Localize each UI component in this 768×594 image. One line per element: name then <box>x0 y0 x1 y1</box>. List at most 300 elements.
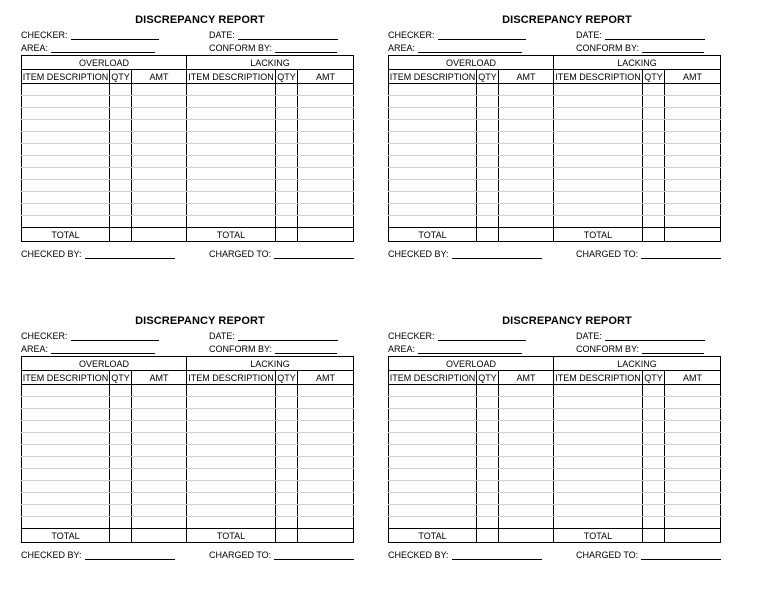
overload-total-amt-cell[interactable] <box>499 228 554 242</box>
lacking-qty-cell[interactable] <box>276 505 298 517</box>
lacking-total-amt-cell[interactable] <box>298 228 354 242</box>
overload-amt-cell[interactable] <box>499 517 554 529</box>
lacking-amt-cell[interactable] <box>665 457 721 469</box>
lacking-total-qty-cell[interactable] <box>643 529 665 543</box>
lacking-item-cell[interactable] <box>554 517 643 529</box>
overload-total-amt-cell[interactable] <box>132 228 187 242</box>
lacking-amt-cell[interactable] <box>665 180 721 192</box>
overload-qty-cell[interactable] <box>110 505 132 517</box>
lacking-qty-cell[interactable] <box>643 481 665 493</box>
lacking-qty-cell[interactable] <box>276 216 298 228</box>
overload-amt-cell[interactable] <box>132 216 187 228</box>
overload-amt-cell[interactable] <box>132 517 187 529</box>
overload-amt-cell[interactable] <box>132 132 187 144</box>
overload-amt-cell[interactable] <box>132 481 187 493</box>
lacking-item-cell[interactable] <box>187 120 276 132</box>
overload-item-cell[interactable] <box>22 505 110 517</box>
lacking-item-cell[interactable] <box>187 108 276 120</box>
overload-amt-cell[interactable] <box>132 108 187 120</box>
overload-qty-cell[interactable] <box>110 156 132 168</box>
lacking-total-qty-cell[interactable] <box>276 529 298 543</box>
lacking-qty-cell[interactable] <box>643 216 665 228</box>
overload-amt-cell[interactable] <box>132 445 187 457</box>
overload-qty-cell[interactable] <box>477 84 499 96</box>
overload-qty-cell[interactable] <box>477 505 499 517</box>
overload-item-cell[interactable] <box>22 481 110 493</box>
overload-item-cell[interactable] <box>22 445 110 457</box>
lacking-amt-cell[interactable] <box>298 96 354 108</box>
conform-by-input-line[interactable] <box>275 344 337 354</box>
overload-amt-cell[interactable] <box>499 108 554 120</box>
lacking-qty-cell[interactable] <box>276 132 298 144</box>
overload-amt-cell[interactable] <box>499 168 554 180</box>
overload-qty-cell[interactable] <box>477 409 499 421</box>
lacking-qty-cell[interactable] <box>643 433 665 445</box>
overload-item-cell[interactable] <box>389 192 477 204</box>
lacking-item-cell[interactable] <box>554 421 643 433</box>
overload-qty-cell[interactable] <box>110 84 132 96</box>
lacking-item-cell[interactable] <box>187 84 276 96</box>
overload-amt-cell[interactable] <box>132 433 187 445</box>
overload-item-cell[interactable] <box>22 385 110 397</box>
lacking-item-cell[interactable] <box>554 481 643 493</box>
overload-item-cell[interactable] <box>389 397 477 409</box>
overload-item-cell[interactable] <box>389 132 477 144</box>
overload-qty-cell[interactable] <box>110 385 132 397</box>
lacking-qty-cell[interactable] <box>643 385 665 397</box>
lacking-item-cell[interactable] <box>554 433 643 445</box>
lacking-qty-cell[interactable] <box>643 204 665 216</box>
lacking-item-cell[interactable] <box>554 96 643 108</box>
lacking-item-cell[interactable] <box>187 409 276 421</box>
overload-qty-cell[interactable] <box>110 409 132 421</box>
overload-qty-cell[interactable] <box>477 108 499 120</box>
lacking-amt-cell[interactable] <box>665 144 721 156</box>
overload-qty-cell[interactable] <box>110 120 132 132</box>
lacking-item-cell[interactable] <box>187 144 276 156</box>
lacking-qty-cell[interactable] <box>276 180 298 192</box>
overload-qty-cell[interactable] <box>477 204 499 216</box>
overload-amt-cell[interactable] <box>499 84 554 96</box>
lacking-item-cell[interactable] <box>554 192 643 204</box>
overload-amt-cell[interactable] <box>132 469 187 481</box>
overload-amt-cell[interactable] <box>132 204 187 216</box>
lacking-amt-cell[interactable] <box>665 168 721 180</box>
lacking-item-cell[interactable] <box>187 421 276 433</box>
lacking-amt-cell[interactable] <box>298 445 354 457</box>
charged-to-input-line[interactable] <box>274 249 354 259</box>
lacking-qty-cell[interactable] <box>643 120 665 132</box>
overload-qty-cell[interactable] <box>477 216 499 228</box>
overload-qty-cell[interactable] <box>110 216 132 228</box>
overload-item-cell[interactable] <box>389 204 477 216</box>
overload-amt-cell[interactable] <box>132 168 187 180</box>
overload-qty-cell[interactable] <box>110 204 132 216</box>
overload-qty-cell[interactable] <box>477 96 499 108</box>
lacking-qty-cell[interactable] <box>643 517 665 529</box>
charged-to-input-line[interactable] <box>641 249 721 259</box>
lacking-qty-cell[interactable] <box>276 385 298 397</box>
overload-item-cell[interactable] <box>389 505 477 517</box>
date-input-line[interactable] <box>605 30 705 40</box>
lacking-qty-cell[interactable] <box>643 409 665 421</box>
overload-item-cell[interactable] <box>389 156 477 168</box>
overload-amt-cell[interactable] <box>132 120 187 132</box>
overload-item-cell[interactable] <box>389 180 477 192</box>
overload-item-cell[interactable] <box>389 517 477 529</box>
overload-item-cell[interactable] <box>389 421 477 433</box>
lacking-qty-cell[interactable] <box>276 445 298 457</box>
lacking-amt-cell[interactable] <box>298 457 354 469</box>
lacking-item-cell[interactable] <box>187 385 276 397</box>
overload-item-cell[interactable] <box>389 481 477 493</box>
lacking-qty-cell[interactable] <box>276 457 298 469</box>
lacking-amt-cell[interactable] <box>298 180 354 192</box>
lacking-qty-cell[interactable] <box>276 156 298 168</box>
lacking-amt-cell[interactable] <box>665 156 721 168</box>
lacking-item-cell[interactable] <box>554 216 643 228</box>
lacking-qty-cell[interactable] <box>276 481 298 493</box>
overload-amt-cell[interactable] <box>132 180 187 192</box>
lacking-amt-cell[interactable] <box>298 397 354 409</box>
overload-total-qty-cell[interactable] <box>110 529 132 543</box>
overload-qty-cell[interactable] <box>477 457 499 469</box>
overload-amt-cell[interactable] <box>499 409 554 421</box>
lacking-item-cell[interactable] <box>554 505 643 517</box>
lacking-amt-cell[interactable] <box>298 505 354 517</box>
lacking-item-cell[interactable] <box>554 144 643 156</box>
overload-amt-cell[interactable] <box>499 156 554 168</box>
overload-amt-cell[interactable] <box>132 421 187 433</box>
lacking-item-cell[interactable] <box>187 433 276 445</box>
lacking-amt-cell[interactable] <box>665 204 721 216</box>
overload-amt-cell[interactable] <box>499 469 554 481</box>
overload-qty-cell[interactable] <box>110 144 132 156</box>
lacking-total-amt-cell[interactable] <box>665 529 721 543</box>
lacking-amt-cell[interactable] <box>665 84 721 96</box>
overload-qty-cell[interactable] <box>110 457 132 469</box>
lacking-amt-cell[interactable] <box>665 445 721 457</box>
overload-amt-cell[interactable] <box>499 433 554 445</box>
overload-amt-cell[interactable] <box>499 421 554 433</box>
overload-total-qty-cell[interactable] <box>477 529 499 543</box>
lacking-amt-cell[interactable] <box>298 493 354 505</box>
lacking-amt-cell[interactable] <box>298 216 354 228</box>
checked-by-input-line[interactable] <box>85 550 175 560</box>
lacking-item-cell[interactable] <box>554 469 643 481</box>
overload-item-cell[interactable] <box>22 84 110 96</box>
lacking-item-cell[interactable] <box>554 156 643 168</box>
overload-item-cell[interactable] <box>22 216 110 228</box>
overload-item-cell[interactable] <box>22 144 110 156</box>
lacking-qty-cell[interactable] <box>643 493 665 505</box>
lacking-amt-cell[interactable] <box>298 84 354 96</box>
overload-qty-cell[interactable] <box>477 445 499 457</box>
overload-qty-cell[interactable] <box>477 180 499 192</box>
charged-to-input-line[interactable] <box>274 550 354 560</box>
lacking-item-cell[interactable] <box>187 481 276 493</box>
lacking-qty-cell[interactable] <box>276 192 298 204</box>
overload-amt-cell[interactable] <box>499 144 554 156</box>
checked-by-input-line[interactable] <box>85 249 175 259</box>
lacking-qty-cell[interactable] <box>276 168 298 180</box>
lacking-qty-cell[interactable] <box>643 397 665 409</box>
overload-qty-cell[interactable] <box>110 433 132 445</box>
lacking-item-cell[interactable] <box>554 204 643 216</box>
lacking-qty-cell[interactable] <box>276 433 298 445</box>
lacking-amt-cell[interactable] <box>298 517 354 529</box>
overload-amt-cell[interactable] <box>132 385 187 397</box>
lacking-qty-cell[interactable] <box>643 469 665 481</box>
lacking-amt-cell[interactable] <box>665 216 721 228</box>
overload-qty-cell[interactable] <box>477 156 499 168</box>
lacking-amt-cell[interactable] <box>665 108 721 120</box>
lacking-amt-cell[interactable] <box>298 120 354 132</box>
overload-item-cell[interactable] <box>22 204 110 216</box>
lacking-amt-cell[interactable] <box>298 144 354 156</box>
lacking-qty-cell[interactable] <box>276 421 298 433</box>
overload-qty-cell[interactable] <box>477 144 499 156</box>
lacking-qty-cell[interactable] <box>276 120 298 132</box>
lacking-qty-cell[interactable] <box>643 168 665 180</box>
overload-qty-cell[interactable] <box>477 120 499 132</box>
overload-qty-cell[interactable] <box>110 493 132 505</box>
lacking-item-cell[interactable] <box>187 168 276 180</box>
area-input-line[interactable] <box>51 344 155 354</box>
lacking-qty-cell[interactable] <box>276 108 298 120</box>
overload-amt-cell[interactable] <box>499 132 554 144</box>
overload-item-cell[interactable] <box>389 457 477 469</box>
lacking-total-qty-cell[interactable] <box>643 228 665 242</box>
lacking-amt-cell[interactable] <box>665 481 721 493</box>
lacking-qty-cell[interactable] <box>643 96 665 108</box>
overload-qty-cell[interactable] <box>110 481 132 493</box>
overload-amt-cell[interactable] <box>499 457 554 469</box>
area-input-line[interactable] <box>418 43 522 53</box>
overload-item-cell[interactable] <box>22 108 110 120</box>
lacking-item-cell[interactable] <box>187 457 276 469</box>
overload-item-cell[interactable] <box>389 168 477 180</box>
lacking-qty-cell[interactable] <box>643 192 665 204</box>
lacking-item-cell[interactable] <box>554 457 643 469</box>
overload-qty-cell[interactable] <box>110 421 132 433</box>
date-input-line[interactable] <box>238 30 338 40</box>
lacking-qty-cell[interactable] <box>276 204 298 216</box>
overload-qty-cell[interactable] <box>477 168 499 180</box>
lacking-qty-cell[interactable] <box>643 144 665 156</box>
overload-amt-cell[interactable] <box>499 385 554 397</box>
overload-total-amt-cell[interactable] <box>132 529 187 543</box>
overload-item-cell[interactable] <box>389 120 477 132</box>
conform-by-input-line[interactable] <box>642 43 704 53</box>
checker-input-line[interactable] <box>438 331 526 341</box>
checker-input-line[interactable] <box>438 30 526 40</box>
overload-item-cell[interactable] <box>22 493 110 505</box>
overload-qty-cell[interactable] <box>477 385 499 397</box>
overload-qty-cell[interactable] <box>477 421 499 433</box>
overload-qty-cell[interactable] <box>110 397 132 409</box>
overload-qty-cell[interactable] <box>477 493 499 505</box>
lacking-amt-cell[interactable] <box>298 421 354 433</box>
charged-to-input-line[interactable] <box>641 550 721 560</box>
overload-item-cell[interactable] <box>22 96 110 108</box>
overload-amt-cell[interactable] <box>132 144 187 156</box>
checked-by-input-line[interactable] <box>452 550 542 560</box>
lacking-amt-cell[interactable] <box>298 156 354 168</box>
overload-amt-cell[interactable] <box>132 505 187 517</box>
overload-qty-cell[interactable] <box>477 481 499 493</box>
overload-amt-cell[interactable] <box>499 481 554 493</box>
overload-item-cell[interactable] <box>389 84 477 96</box>
lacking-item-cell[interactable] <box>554 397 643 409</box>
lacking-amt-cell[interactable] <box>665 397 721 409</box>
overload-item-cell[interactable] <box>389 445 477 457</box>
lacking-item-cell[interactable] <box>187 96 276 108</box>
lacking-qty-cell[interactable] <box>643 156 665 168</box>
lacking-item-cell[interactable] <box>554 445 643 457</box>
conform-by-input-line[interactable] <box>275 43 337 53</box>
checker-input-line[interactable] <box>71 331 159 341</box>
lacking-qty-cell[interactable] <box>276 469 298 481</box>
overload-qty-cell[interactable] <box>477 192 499 204</box>
overload-item-cell[interactable] <box>389 493 477 505</box>
lacking-item-cell[interactable] <box>187 505 276 517</box>
overload-amt-cell[interactable] <box>499 204 554 216</box>
lacking-qty-cell[interactable] <box>643 505 665 517</box>
lacking-amt-cell[interactable] <box>298 433 354 445</box>
date-input-line[interactable] <box>238 331 338 341</box>
overload-amt-cell[interactable] <box>132 96 187 108</box>
lacking-qty-cell[interactable] <box>276 96 298 108</box>
lacking-qty-cell[interactable] <box>643 132 665 144</box>
lacking-amt-cell[interactable] <box>665 120 721 132</box>
overload-item-cell[interactable] <box>389 96 477 108</box>
overload-amt-cell[interactable] <box>499 216 554 228</box>
lacking-amt-cell[interactable] <box>665 421 721 433</box>
overload-item-cell[interactable] <box>22 120 110 132</box>
lacking-qty-cell[interactable] <box>643 108 665 120</box>
overload-item-cell[interactable] <box>22 180 110 192</box>
overload-amt-cell[interactable] <box>132 192 187 204</box>
lacking-qty-cell[interactable] <box>643 445 665 457</box>
lacking-qty-cell[interactable] <box>643 180 665 192</box>
lacking-total-amt-cell[interactable] <box>665 228 721 242</box>
lacking-item-cell[interactable] <box>187 517 276 529</box>
lacking-amt-cell[interactable] <box>665 433 721 445</box>
overload-item-cell[interactable] <box>22 457 110 469</box>
overload-qty-cell[interactable] <box>477 517 499 529</box>
lacking-item-cell[interactable] <box>187 469 276 481</box>
lacking-item-cell[interactable] <box>187 216 276 228</box>
overload-amt-cell[interactable] <box>499 180 554 192</box>
lacking-item-cell[interactable] <box>187 204 276 216</box>
lacking-qty-cell[interactable] <box>276 84 298 96</box>
overload-total-amt-cell[interactable] <box>499 529 554 543</box>
lacking-qty-cell[interactable] <box>276 397 298 409</box>
lacking-total-amt-cell[interactable] <box>298 529 354 543</box>
checker-input-line[interactable] <box>71 30 159 40</box>
overload-qty-cell[interactable] <box>110 469 132 481</box>
overload-item-cell[interactable] <box>389 433 477 445</box>
lacking-item-cell[interactable] <box>554 168 643 180</box>
lacking-amt-cell[interactable] <box>665 517 721 529</box>
lacking-item-cell[interactable] <box>187 156 276 168</box>
overload-qty-cell[interactable] <box>110 517 132 529</box>
lacking-qty-cell[interactable] <box>276 517 298 529</box>
overload-item-cell[interactable] <box>22 433 110 445</box>
overload-item-cell[interactable] <box>22 132 110 144</box>
lacking-amt-cell[interactable] <box>665 469 721 481</box>
overload-item-cell[interactable] <box>389 216 477 228</box>
overload-total-qty-cell[interactable] <box>110 228 132 242</box>
overload-item-cell[interactable] <box>22 156 110 168</box>
overload-item-cell[interactable] <box>22 517 110 529</box>
overload-qty-cell[interactable] <box>477 469 499 481</box>
overload-item-cell[interactable] <box>389 385 477 397</box>
lacking-amt-cell[interactable] <box>298 168 354 180</box>
overload-qty-cell[interactable] <box>110 445 132 457</box>
overload-amt-cell[interactable] <box>499 96 554 108</box>
lacking-item-cell[interactable] <box>554 132 643 144</box>
lacking-amt-cell[interactable] <box>298 132 354 144</box>
overload-item-cell[interactable] <box>22 192 110 204</box>
overload-qty-cell[interactable] <box>477 397 499 409</box>
lacking-amt-cell[interactable] <box>298 108 354 120</box>
overload-qty-cell[interactable] <box>110 180 132 192</box>
lacking-item-cell[interactable] <box>554 180 643 192</box>
lacking-amt-cell[interactable] <box>298 385 354 397</box>
conform-by-input-line[interactable] <box>642 344 704 354</box>
overload-amt-cell[interactable] <box>499 120 554 132</box>
lacking-item-cell[interactable] <box>187 397 276 409</box>
lacking-amt-cell[interactable] <box>665 96 721 108</box>
lacking-total-qty-cell[interactable] <box>276 228 298 242</box>
overload-amt-cell[interactable] <box>132 156 187 168</box>
lacking-amt-cell[interactable] <box>665 505 721 517</box>
lacking-qty-cell[interactable] <box>643 421 665 433</box>
overload-item-cell[interactable] <box>22 168 110 180</box>
overload-amt-cell[interactable] <box>499 192 554 204</box>
lacking-qty-cell[interactable] <box>276 493 298 505</box>
lacking-item-cell[interactable] <box>554 493 643 505</box>
lacking-item-cell[interactable] <box>187 445 276 457</box>
overload-item-cell[interactable] <box>22 397 110 409</box>
overload-item-cell[interactable] <box>389 469 477 481</box>
overload-qty-cell[interactable] <box>110 168 132 180</box>
overload-item-cell[interactable] <box>389 108 477 120</box>
lacking-amt-cell[interactable] <box>665 132 721 144</box>
lacking-qty-cell[interactable] <box>643 84 665 96</box>
overload-qty-cell[interactable] <box>110 108 132 120</box>
lacking-amt-cell[interactable] <box>298 192 354 204</box>
overload-amt-cell[interactable] <box>132 409 187 421</box>
overload-qty-cell[interactable] <box>477 433 499 445</box>
overload-item-cell[interactable] <box>22 469 110 481</box>
lacking-amt-cell[interactable] <box>665 385 721 397</box>
overload-qty-cell[interactable] <box>110 96 132 108</box>
overload-qty-cell[interactable] <box>110 132 132 144</box>
overload-item-cell[interactable] <box>389 409 477 421</box>
lacking-amt-cell[interactable] <box>298 481 354 493</box>
lacking-qty-cell[interactable] <box>276 144 298 156</box>
lacking-amt-cell[interactable] <box>298 469 354 481</box>
lacking-qty-cell[interactable] <box>276 409 298 421</box>
overload-qty-cell[interactable] <box>477 132 499 144</box>
lacking-qty-cell[interactable] <box>643 457 665 469</box>
overload-item-cell[interactable] <box>389 144 477 156</box>
lacking-item-cell[interactable] <box>554 84 643 96</box>
lacking-item-cell[interactable] <box>554 120 643 132</box>
